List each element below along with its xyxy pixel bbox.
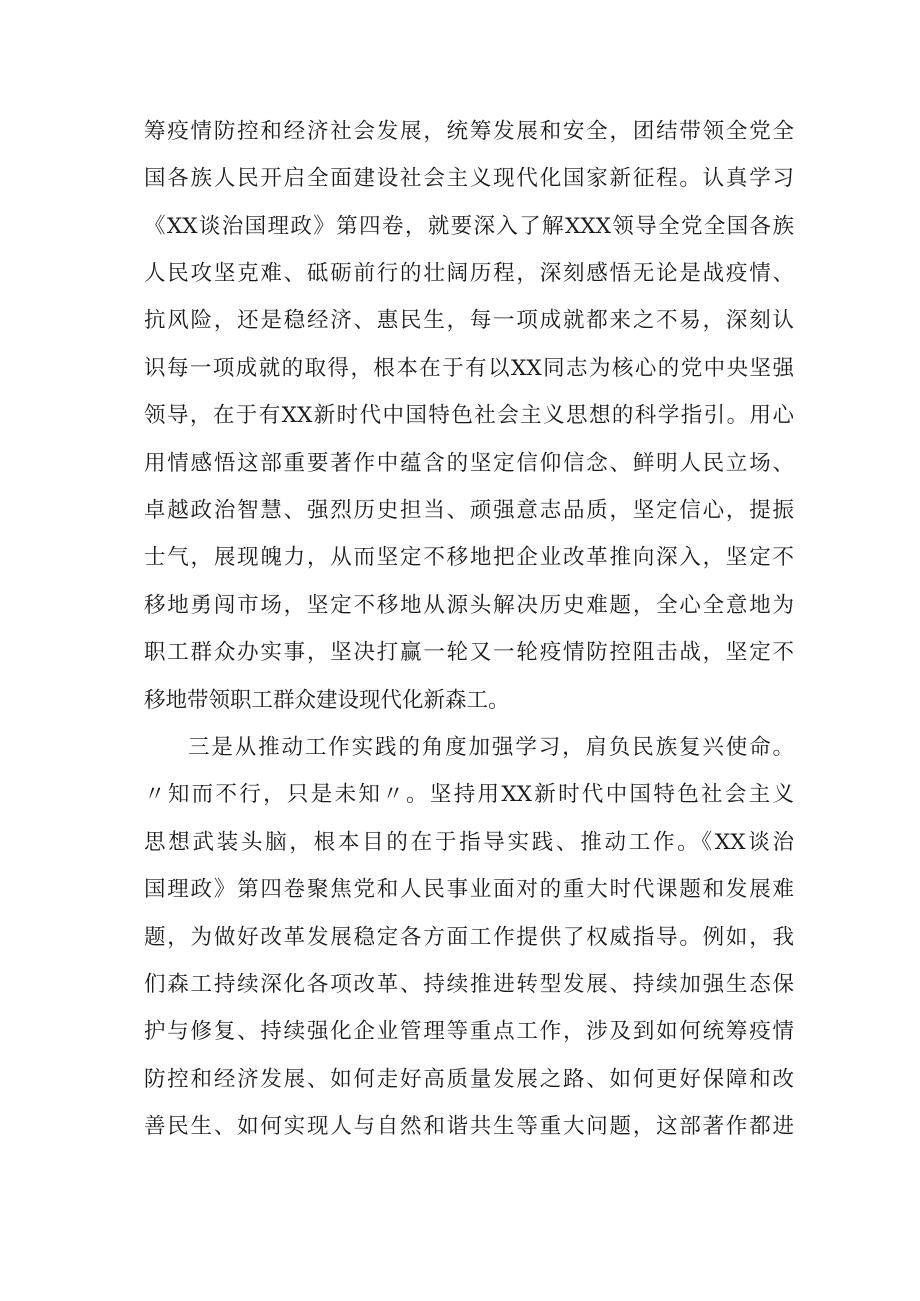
text-line: 移地勇闯市场，坚定不移地从源头解决历史难题，全心全意地为 (144, 593, 794, 618)
text-line: 筹疫情防控和经济社会发展，统筹发展和安全，团结带领全党全 (144, 119, 794, 144)
text-line: 人民攻坚克难、砥砺前行的壮阔历程，深刻感悟无论是战疫情、 (144, 261, 794, 286)
text-line: 防控和经济发展、如何走好高质量发展之路、如何更好保障和改 (144, 1067, 794, 1092)
text-line: 护与修复、持续强化企业管理等重点工作，涉及到如何统筹疫情 (144, 1019, 794, 1044)
text-line: 用情感悟这部重要著作中蕴含的坚定信仰信念、鲜明人民立场、 (144, 451, 794, 476)
text-line: 移地带领职工群众建设现代化新森工。 (144, 688, 510, 713)
text-line: 领导，在于有XX新时代中国特色社会主义思想的科学指引。用心 (144, 403, 794, 428)
text-line: 国理政》第四卷聚焦党和人民事业面对的重大时代课题和发展难 (144, 877, 794, 902)
text-line: 思想武装头脑，根本目的在于指导实践、推动工作。《XX谈治 (144, 830, 794, 855)
paragraph-heading-line: 三是从推动工作实践的角度加强学习，肩负民族复兴使命。 (188, 735, 794, 760)
text-line: 卓越政治智慧、强烈历史担当、顽强意志品质，坚定信心，提振 (144, 498, 794, 523)
text-line: 抗风险，还是稳经济、惠民生，每一项成就都来之不易，深刻认 (144, 308, 794, 333)
text-line: 《XX谈治国理政》第四卷，就要深入了解XXX领导全党全国各族 (144, 214, 794, 239)
text-line: 士气，展现魄力，从而坚定不移地把企业改革推向深入，坚定不 (144, 545, 794, 570)
text-line: 们森工持续深化各项改革、持续推进转型发展、持续加强生态保 (144, 972, 794, 997)
text-line: 职工群众办实事，坚决打赢一轮又一轮疫情防控阻击战，坚定不 (144, 640, 794, 665)
text-line: 国各族人民开启全面建设社会主义现代化国家新征程。认真学习 (144, 166, 794, 191)
text-line: 善民生、如何实现人与自然和谐共生等重大问题，这部著作都进 (144, 1114, 794, 1139)
text-line: 〃知而不行，只是未知〃。坚持用XX新时代中国特色社会主义 (144, 782, 794, 807)
text-line: 题，为做好改革发展稳定各方面工作提供了权威指导。例如，我 (144, 925, 794, 950)
text-line: 识每一项成就的取得，根本在于有以XX同志为核心的党中央坚强 (144, 356, 794, 381)
